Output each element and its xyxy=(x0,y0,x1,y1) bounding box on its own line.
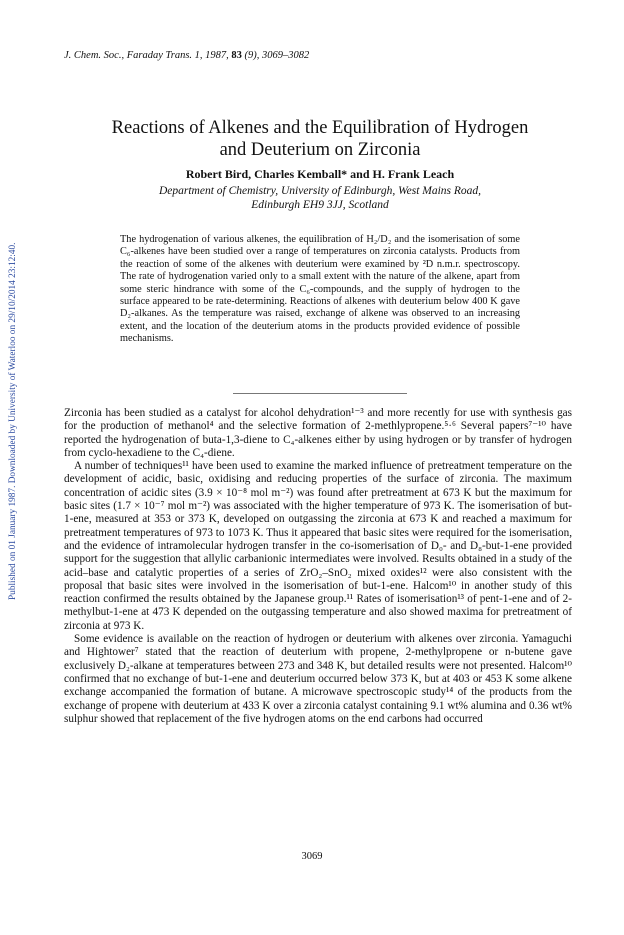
journal-volume: 83 xyxy=(231,50,242,61)
body-paragraph: Zirconia has been studied as a catalyst for alcohol dehydration¹⁻³ and more recently for use with synthesis gas for the production of methanol⁴ and the selective formation of 2-methlypropene.⁵·⁶ Several papers⁷⁻¹⁰ have reported the hydrogenation of buta-1,3-diene to C₄-alkenes either by using hydrogen or by transfer of hydrogen from cyclo-hexadiene to the C₄-diene. xyxy=(64,407,572,459)
download-notice xyxy=(0,130,16,600)
journal-citation xyxy=(64,50,309,61)
body-paragraph: Some evidence is available on the reaction of hydrogen or deuterium with alkenes over zirconia. Yamaguchi and Hightower⁷ stated that the reaction of deuterium with propene, 2-methylpropene or n-butene gave exclusively D₂-alkane at temperatures between 273 and 348 K, but detailed results were not presented. Halcom¹⁰ confirmed that no exchange of but-1-ene and deuterium occurred below 373 K, but at 403 or 453 K some alkene exchange accompanied the formation of butane. A microwave spectroscopic study¹⁴ of the products from the exchange of propene with deuterium at 433 K over a zirconia catalyst containing 9.1 wt% alumina and 0.36 wt% sulphur showed that replacement of the five hydrogen atoms on the end carbons had occurred xyxy=(64,633,572,725)
abstract: The hydrogenation of various alkenes, the equilibration of H₂/D₂ and the isomerisation of some C₆-alkenes have been studied over a range of temperatures on zirconia catalysts. Products from the reaction of some of the alkenes with deuterium were examined by ²D n.m.r. spectroscopy. The rate of hydrogenation varied only to a small extent with the nature of the alkene, apart from some steric hindrance with some of the C₆-compounds, and the supply of hydrogen to the surface appeared to be rate-determining. Reactions of alkenes with deuterium below 400 K gave D₂-alkanes. As the temperature was raised, exchange of alkene was observed to an increasing extent, and the location of the deuterium atoms in the products provided evidence of possible mechanisms. xyxy=(120,234,520,345)
title-line-1: Reactions of Alkenes and the Equilibration of Hydrogen xyxy=(111,118,529,138)
affiliation-line-1: Department of Chemistry, University of Edinburgh, West Mains Road, xyxy=(158,185,482,197)
journal-year: 1987, xyxy=(205,50,229,61)
affiliation-line-2: Edinburgh EH9 3JJ, Scotland xyxy=(251,199,389,211)
download-notice-text: Published on 01 January 1987. Downloaded by University of Waterloo on 29/10/2014 23:12:40. xyxy=(8,242,18,600)
title-line-2: and Deuterium on Zirconia xyxy=(219,140,421,160)
affiliation xyxy=(60,184,580,212)
journal-issue-pages: (9), 3069–3082 xyxy=(244,50,310,61)
section-divider xyxy=(233,393,407,394)
article-title xyxy=(60,117,580,161)
author-list: Robert Bird, Charles Kemball* and H. Frank Leach xyxy=(185,167,455,181)
journal-name: J. Chem. Soc., Faraday Trans. 1, xyxy=(64,50,203,61)
article-body xyxy=(64,407,572,726)
body-paragraph: A number of techniques¹¹ have been used to examine the marked influence of pretreatment temperature on the development of acidic, basic, oxidising and reducing properties of the surface of zirconia. The maximum concentration of acidic sites (3.9 × 10⁻⁸ mol m⁻²) was found after pretreatment at 673 K but the maximum for basic sites (1.7 × 10⁻⁷ mol m⁻²) was associated with the higher temperature of 973 K. The isomerisation of but-1-ene, measured at 353 or 373 K, developed on outgassing the zirconia at 673 K and reached a maximum for pretreatment temperatures of 973 to 1073 K. Thus it appeared that basic sites were required for the isomerisation, and the evidence of intramolecular hydrogen transfer in the co-isomerisation of D₀- and D₈-but-1-ene provided support for the suggestion that allylic carbanionic intermediates were involved. Results obtained in a study of the acid–base and catalytic properties of a series of ZrO₂–SnO₂ mixed oxides¹² were also consistent with the proposal that basic sites were involved in the isomerisation of but-1-ene. Halcom¹⁰ in another study of this reaction confirmed the results obtained by the Japanese group.¹¹ Rates of isomerisation¹³ of pent-1-ene and of 2-methylbut-1-ene at 473 K depended on the outgassing temperature and also showed maxima for pretreatment of zirconia at 973 K. xyxy=(64,460,572,632)
page-number: 3069 xyxy=(301,851,323,862)
